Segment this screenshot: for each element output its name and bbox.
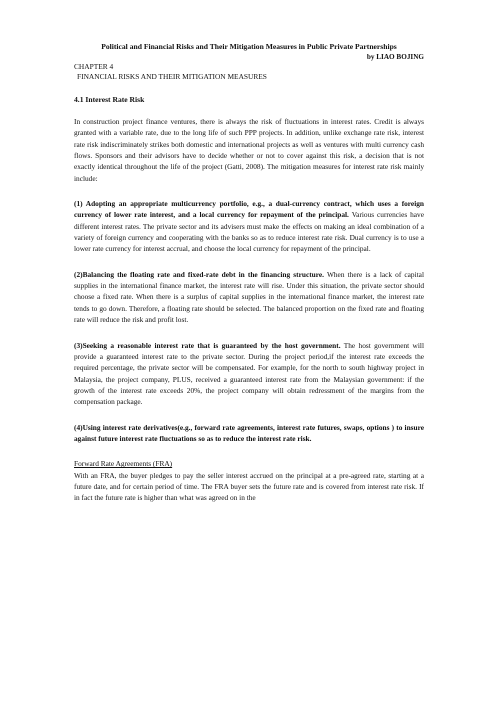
subsection-paragraph: With an FRA, the buyer pledges to pay the seller interest accrued on the principal at a pre-agreed rate, starting at a future date, and for certain period of time. The FRA buyer sets the future rate and is covered from interest rate risk. If in fact the future rate is higher than what was agreed on in the: [74, 470, 424, 503]
measure-body-2: When there is a lack of capital supplies in the international finance market, the interest rate will rise. Under this situation, the private sector should choose a fixed rate. When there is a surplus of capital supplies in the international finance market, the interest rate tends to go down. Therefore, a floating rate should be selected. The balanced proportion on the fixed rate and floating rate will reduce the risk and profit lost.: [74, 269, 424, 325]
chapter-title: FINANCIAL RISKS AND THEIR MITIGATION MEASURES: [77, 71, 267, 81]
measure-body-1: Various currencies have different interest rates. The private sector and its advisers must make the effects on making an ideal combination of a variety of foreign currency and cooperating with the banks so as to reduce interest rate risk. Dual currency is to use a lower rate currency for interest accrual, and choose the local currency for repayment of the principal.: [74, 210, 424, 254]
document-body: [74, 42, 424, 504]
chapter-number: CHAPTER 4: [74, 62, 114, 71]
measure-lead-2: (2)Balancing the floating rate and fixed-rate debt in the financing structure.: [74, 269, 324, 279]
intro-paragraph: In construction project finance ventures, there is always the risk of fluctuations in interest rates. Credit is always granted with a variable rate, due to the long life of such PPP projects. In addition, unlike exchange rate risk, interest rate risk indiscriminately strikes both domestic and international projects as well as ventures with multi currency cash flows. Sponsors and their advisors have to decide whether or not to cover against this risk, a decision that is not exactly identical throughout the life of the project (Gatti, 2008). The mitigation measures for interest rate risk mainly include:: [74, 117, 424, 183]
measure-paragraph-2: [74, 269, 424, 326]
measure-paragraph-3: [74, 340, 424, 408]
measure-paragraph-1: [74, 198, 424, 255]
measure-lead-1: (1) Adopting an appropriate multicurrency portfolio, e.g., a dual-currency contract, which uses a foreign currency of lower rate interest, and a local currency for repayment of the principal.: [74, 199, 424, 220]
measure-lead-3: (3)Seeking a reasonable interest rate that is guaranteed by the host government.: [74, 340, 341, 350]
subsection-heading: Forward Rate Agreements (FRA): [74, 459, 173, 469]
section-heading: 4.1 Interest Rate Risk: [74, 95, 145, 104]
measure-lead-4: (4)Using interest rate derivatives(e.g., forward rate agreements, interest rate futures, swaps, options ) to insure against future interest rate fluctuations so as to reduce the interest rate risk.: [74, 422, 424, 443]
measure-paragraph-4: [74, 422, 424, 445]
document-title: Political and Financial Risks and Their Mitigation Measures in Public Private Partnerships: [101, 42, 397, 51]
document-author: by LIAO BOJING: [366, 53, 424, 61]
measure-body-3: The host government will provide a guaranteed interest rate to the private sector. During the project period,if the interest rate exceeds the required percentage, the private sector will be compensated. For example, for the north to south highway project in Malaysia, the project company, PLUS, received a guaranteed interest rate from the Malaysian government: if the growth of the interest rate exceeds 20%, the project company will obtain redressment of the margins from the compensation package.: [74, 340, 424, 407]
